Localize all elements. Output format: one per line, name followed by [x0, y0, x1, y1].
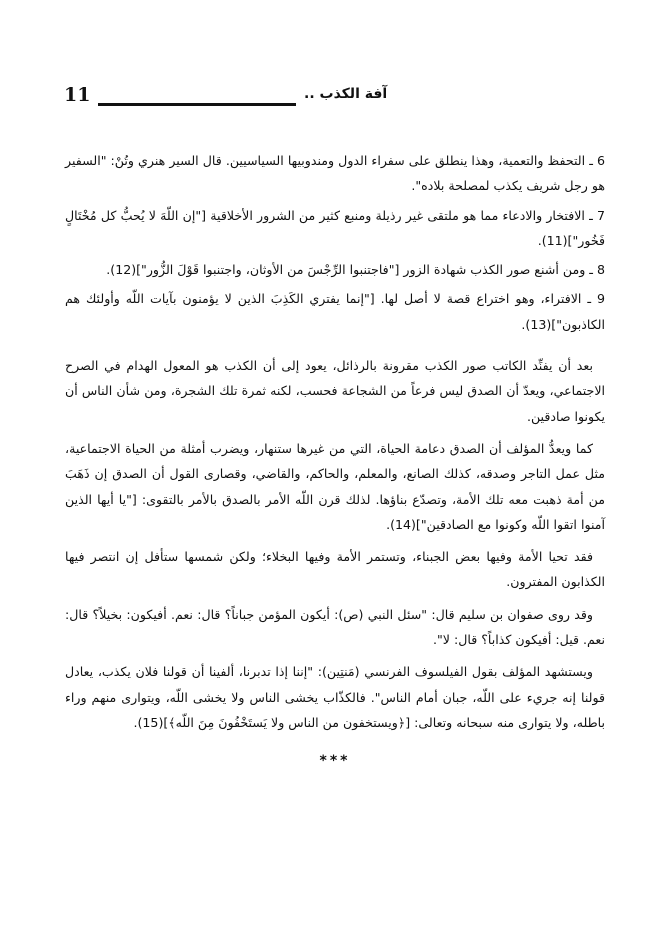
paragraph: وقد روى صفوان بن سليم قال: "سئل النبي (ص): أيكون المؤمن جباناً؟ قال: نعم. أفيكون: بخيلاً؟ قال: نعم. قيل: أفيكون كذاباً؟ قال: لا". — [65, 606, 605, 648]
page-header — [64, 84, 584, 110]
page-body — [65, 148, 605, 775]
running-title: آفة الكذب .. — [304, 86, 388, 102]
section-gap — [65, 341, 605, 353]
list-item: 9 ـ الافتراء، وهو اختراع قصة لا أصل لها. ["إنما يفتري الكَذِبَ الذين لا يؤمنون بآيات اللّه وأولئك هم الكاذبون"](13). — [65, 291, 605, 332]
paragraph: فقد تحيا الأمة وفيها بعض الجبناء، وتستمر الأمة وفيها البخلاء؛ ولكن شمسها ستأفل إن انتصر فيها الكذابون المفترون. — [65, 549, 605, 590]
header-rule — [98, 103, 296, 106]
list-item: 8 ـ ومن أشنع صور الكذب شهادة الزور ["فاجتنبوا الرِّجْسَ من الأوثان، واجتنبوا قَوْلَ الزُّور"](12). — [106, 262, 605, 278]
paragraph: ويستشهد المؤلف بقول الفيلسوف الفرنسي (مَنتِين): "إننا إذا تدبرنا، ألفينا أن قولنا فلان يكذب، يعادل قولنا إنه جريء على اللّه، جبان أمام الناس". فالكذّاب يخشى الناس ولا يخشى اللّه، ويتوارى منهم وراء باطله، ولا يتوارى منه سبحانه وتعالى: [﴿ويستخفون من الناس ولا يَستَخْفُونَ مِنَ اللّه﴾](15). — [65, 664, 605, 730]
paragraph: كما ويعدُّ المؤلف أن الصدق دعامة الحياة، التي من غيرها ستنهار، ويضرب أمثلة من الحياة الاجتماعية، مثل عمل التاجر وصدقه، كذلك الصانع، والمعلم، والحاكم، والقاضي، وقصارى القول أن الصدق إن ذَهَبَ من أمة ذهبت معه تلك الأمة، وتصدّع بناؤها. لذلك قرن اللّه الأمر بالصدق بالأمر بالتقوى: ["يا أيها الذين آمنوا اتقوا اللّه وكونوا مع الصادقين"](14). — [65, 440, 605, 532]
page-number: 11 — [64, 84, 91, 106]
paragraph: بعد أن يفنِّد الكاتب صور الكذب مقرونة بالرذائل، يعود إلى أن الكذب هو المعول الهدام في الصرح الاجتماعي، ويعدّ أن الصدق ليس فرعاً من الشجاعة فحسب، لكنه ثمرة تلك الشجرة، ومن شأن الناس أن يكونوا صادقين. — [65, 358, 605, 424]
section-separator: *** — [319, 753, 351, 770]
list-item: 6 ـ التحفظ والتعمية، وهذا ينطلق على سفراء الدول ومندوبيها السياسيين. قال السير هنري وتُنْ: "السفير هو رجل شريف يكذب لمصلحة بلاده". — [65, 153, 605, 194]
list-item: 7 ـ الافتخار والادعاء مما هو ملتقى غير رذيلة ومنبع كثير من الشرور الأخلاقية ["إن اللّهَ لا يُحبُّ كل مُخْتَالٍ فَخُور"](11). — [65, 207, 605, 248]
